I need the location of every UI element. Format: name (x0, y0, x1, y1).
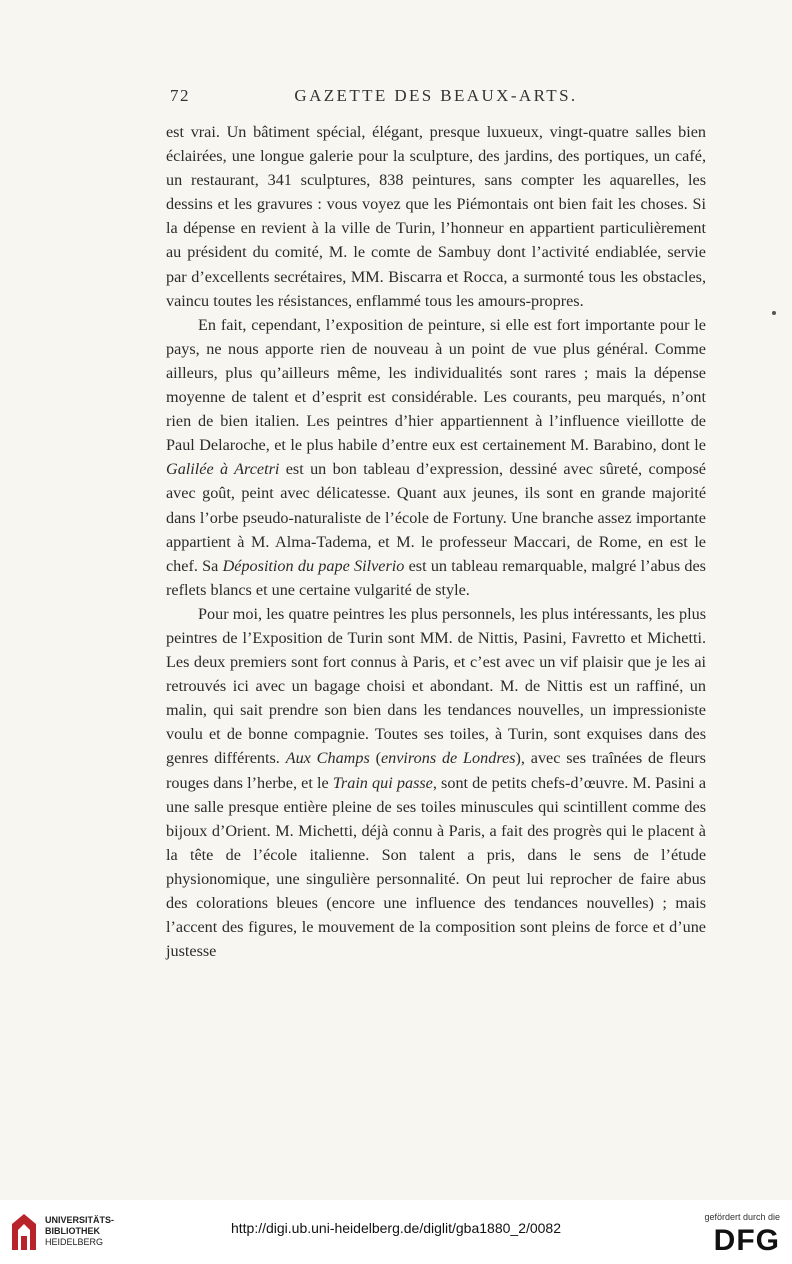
permalink-url[interactable]: http://digi.ub.uni-heidelberg.de/diglit/gba1880_2/0082 (230, 1220, 562, 1236)
library-name-line-3: HEIDELBERG (45, 1237, 104, 1247)
paragraph-3-text-c: ), avec ses traînées de fleurs rouges dans l’herbe, et le (166, 749, 706, 792)
paragraph-2-text-b: est un bon tableau d’expression, dessiné avec sûreté, composé avec goût, peint avec délicatesse. Quant aux jeunes, ils sont en grande majorité dans l’orbe pseudo-naturaliste de l’école de Fortuny. Une branche assez importante appartient à M. Alma-Tadema, et M. le professeur Maccari, de Rome, en est le chef. Sa (166, 460, 706, 575)
library-name-line-1: UNIVERSITÄTS- (45, 1215, 115, 1225)
paragraph-2 (166, 313, 706, 602)
paragraph-1 (166, 120, 706, 313)
digitization-footer (0, 1200, 792, 1264)
paragraph-3-text-b: ( (369, 749, 381, 768)
artwork-title-aux-champs: Aux Champs (285, 749, 370, 768)
margin-mark (772, 311, 776, 315)
artwork-title-deposition: Déposition du pape Silverio (222, 556, 405, 575)
library-name-line-2: BIBLIOTHEK (45, 1226, 100, 1236)
paragraph-3 (166, 602, 706, 963)
dfg-logo: DFG (713, 1224, 780, 1257)
paragraph-1-text: est vrai. Un bâtiment spécial, élégant, presque luxueux, vingt-quatre salles bien éclairées, une longue galerie pour la sculpture, des jardins, des portiques, un café, un restaurant, 341 sculptures, 838 peintures, sans compter les aquarelles, les dessins et les gravures : vous voyez que les Piémontais ont bien fait les choses. Si la dépense en revient à la ville de Turin, l’honneur en appartient particulièrement au président du comité, M. le comte de Sambuy dont l’activité endiablée, servie par d’excellents secrétaires, MM. Biscarra et Rocca, a surmonté tous les obstacles, vaincu toutes les résistances, enflammé tous les amours-propres. (166, 123, 706, 310)
artwork-subtitle-environs: environs de Londres (380, 749, 516, 768)
paragraph-2-text-a: En fait, cependant, l’exposition de peinture, si elle est fort importante pour le pays, ne nous apporte rien de nouveau à un point de vue plus général. Comme ailleurs, plus qu’ailleurs même, les individualités sont rares ; mais la dépense moyenne de talent et d’esprit est considérable. Les courants, peu marqués, n’ont rien de bien italien. Les peintres d’hier appartiennent à l’influence vieillotte de Paul Delaroche, et le plus habile d’entre eux est certainement M. Barabino, dont le (166, 315, 706, 455)
paragraph-2-text-c: est un tableau remarquable, malgré l’abus des reflets blancs et une certaine vulgarité de style. (166, 556, 706, 599)
artwork-title-galilee: Galilée à Arcetri (166, 460, 280, 479)
paragraph-3-text-a: Pour moi, les quatre peintres les plus personnels, les plus intéressants, les plus peintres de l’Exposition de Turin sont MM. de Nittis, Pasini, Favretto et Michetti. Les deux premiers sont fort connus à Paris, et c’est avec un vif plaisir que je les ai retrouvés ici avec un bagage choisi et abondant. M. de Nittis est un raffiné, un malin, qui sait prendre son bien dans les tendances nouvelles, un impressioniste voulu et de bonne compagnie. Toutes ses toiles, à Turin, sont exquises dans des genres différents. (166, 604, 706, 768)
paragraph-3-text-d: , sont de petits chefs-d’œuvre. M. Pasini a une salle presque entière pleine de ses toiles minuscules qui scintillent comme des bijoux d’Orient. M. Michetti, déjà connu à Paris, a fait des progrès qui le placent à la tête de l’école italienne. Son talent a pris, dans le sens de l’étude physionomique, une singulière personnalité. On peut lui reprocher de faire abus des colorations bleues (encore une influence des tendances nouvelles) ; mais l’accent des figures, le mouvement de la composition sont pleins de force et d’une justesse (166, 773, 706, 961)
page-header (166, 86, 706, 112)
funder-note: gefördert durch die (704, 1212, 780, 1222)
running-title: GAZETTE DES BEAUX-ARTS. (294, 86, 578, 105)
artwork-title-train: Train qui passe (332, 773, 433, 792)
article-text (166, 120, 706, 963)
page-number: 72 (170, 86, 190, 105)
